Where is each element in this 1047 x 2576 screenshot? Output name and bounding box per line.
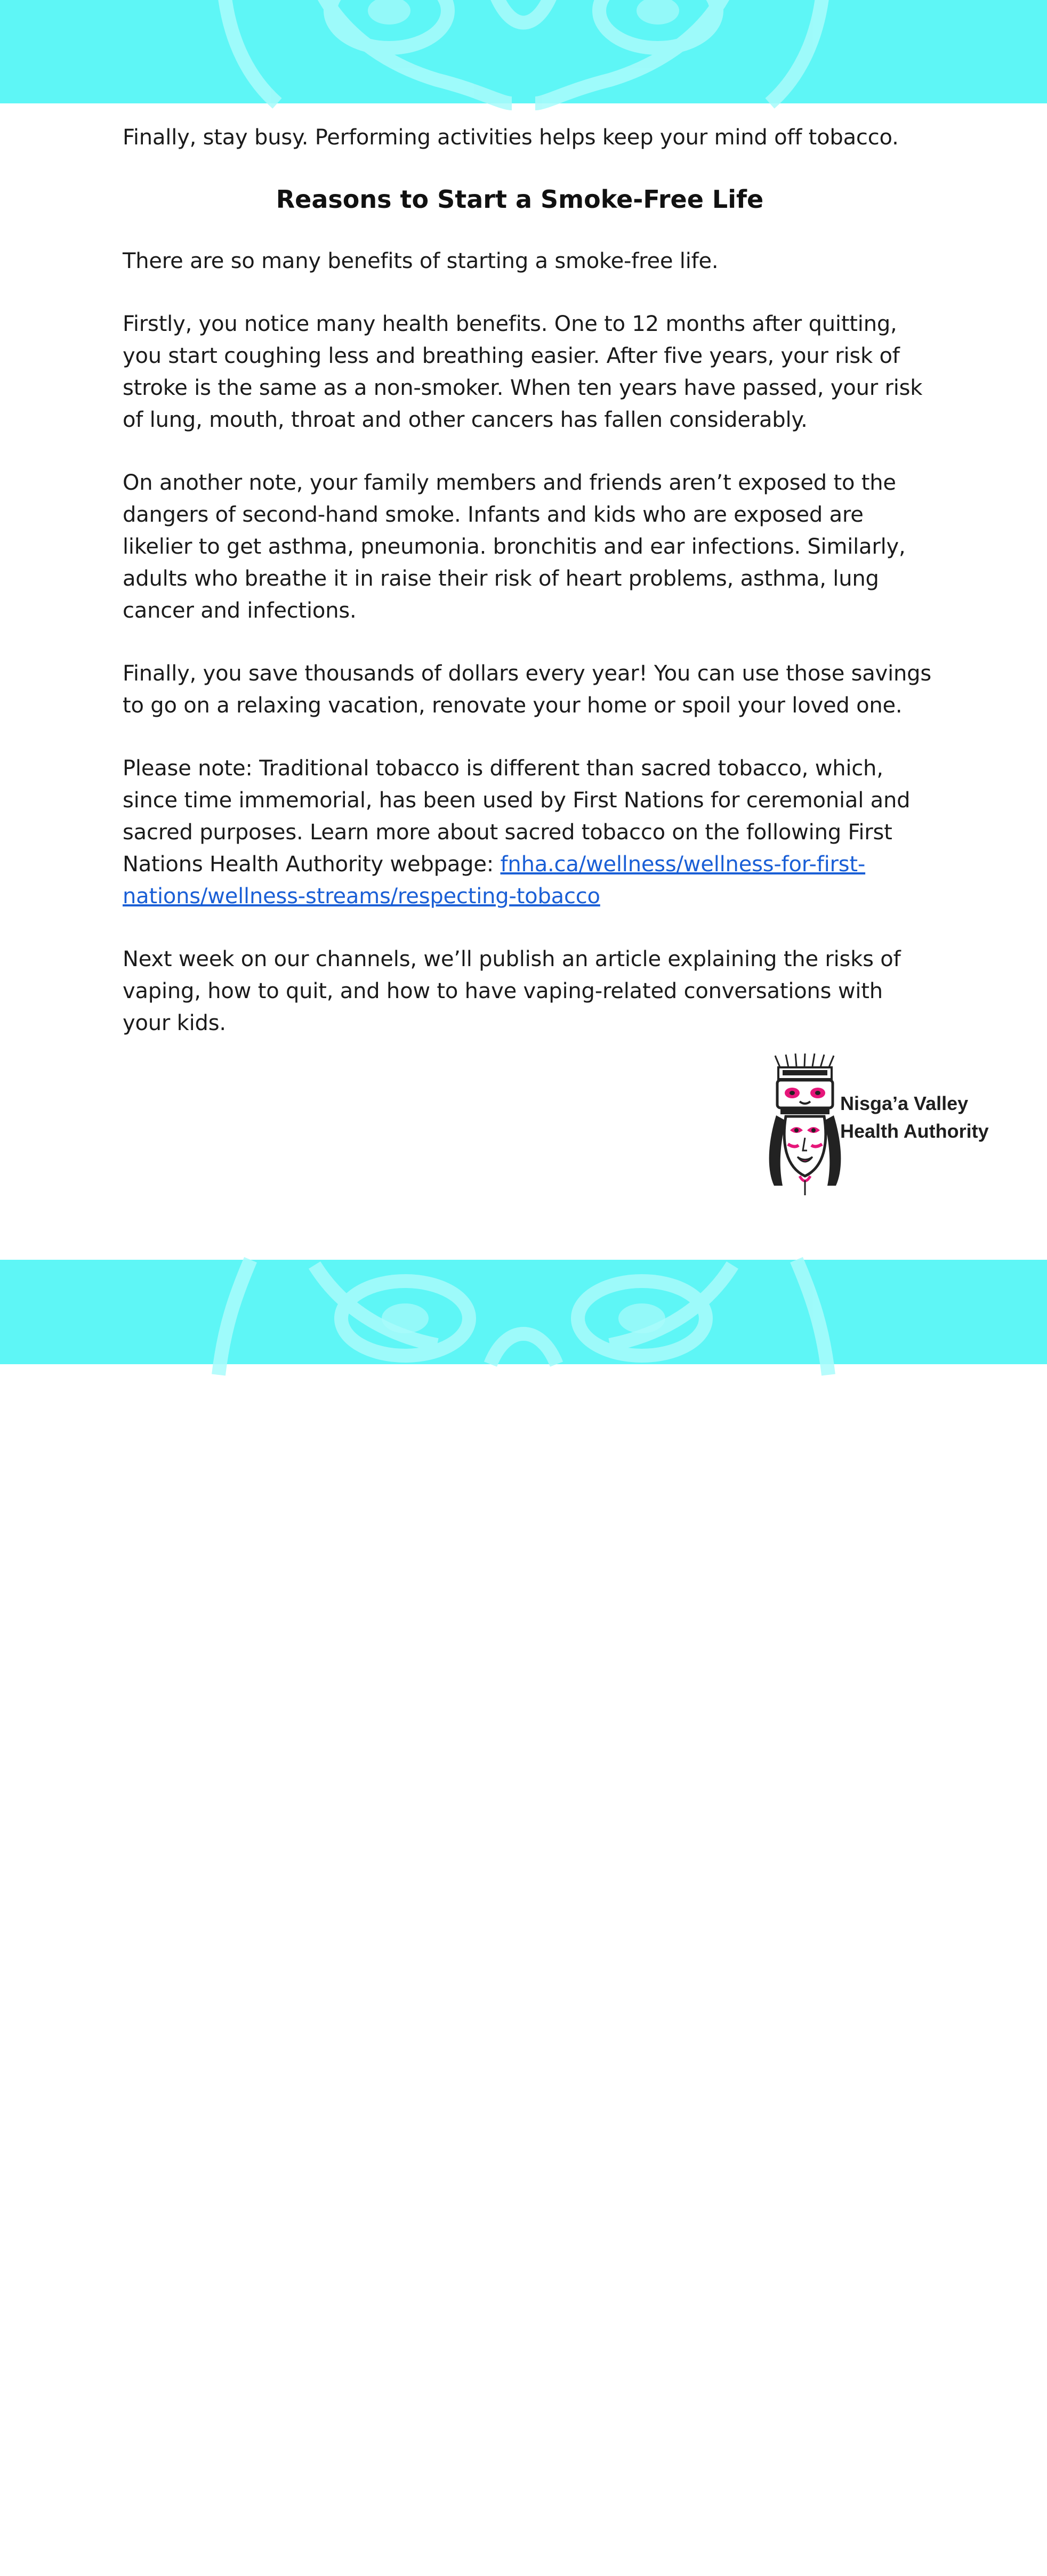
logo-text [840, 1090, 989, 1145]
section-heading: Reasons to Start a Smoke-Free Life [276, 185, 764, 214]
top-decorative-band [0, 0, 1047, 103]
paragraph-health-benefits: Firstly, you notice many health benefits. One to 12 months after quitting, you start coughing less and breathing easier. After five years, your risk of stroke is the same as a non-smoker. When ten years have passed, your risk of lung, mouth, throat and other cancers has fallen considerably. [123, 312, 923, 432]
logo-line-1: Nisga’a Valley [840, 1092, 969, 1114]
logo-line-2: Health Authority [840, 1120, 989, 1142]
page-number: 2 [963, 2566, 968, 2575]
paragraph-stay-busy: Finally, stay busy. Performing activities helps keep your mind off tobacco. [123, 125, 899, 150]
document-body [123, 121, 933, 1070]
paragraph-benefits-intro: There are so many benefits of starting a smoke-free life. [123, 249, 719, 273]
nvha-logo [757, 1052, 1013, 1202]
bottom-decorative-band [0, 1260, 1047, 2575]
paragraph-next-week: Next week on our channels, we’ll publish an article explaining the risks of vaping, how to quit, and how to have vaping-related conversations with your kids. [123, 947, 901, 1035]
paragraph-sacred-tobacco [123, 752, 933, 912]
formline-pattern-bottom [0, 1260, 1047, 1364]
paragraph-second-hand-smoke: On another note, your family members and friends aren’t exposed to the dangers of second-hand smoke. Infants and kids who are exposed are likelier to get asthma, pneumonia. bronchitis and ear infections. Similarly, adults who breathe it in raise their risk of heart problems, asthma, lung cancer and infections. [123, 471, 906, 623]
paragraph-savings: Finally, you save thousands of dollars every year! You can use those savings to go on a relaxing vacation, renovate your home or spoil your loved one. [123, 661, 931, 718]
formline-pattern-top [0, 0, 1047, 103]
fnha-link[interactable]: fnha.ca/wellness/wellness-for-first-nations/wellness-streams/respecting-tobacco [123, 852, 866, 909]
sacred-tobacco-text: Please note: Traditional tobacco is different than sacred tobacco, which, since time immemorial, has been used by First Nations for ceremonial and sacred purposes. Learn more about sacred tobacco on the following First Nations Health Authority webpage: [123, 756, 911, 877]
